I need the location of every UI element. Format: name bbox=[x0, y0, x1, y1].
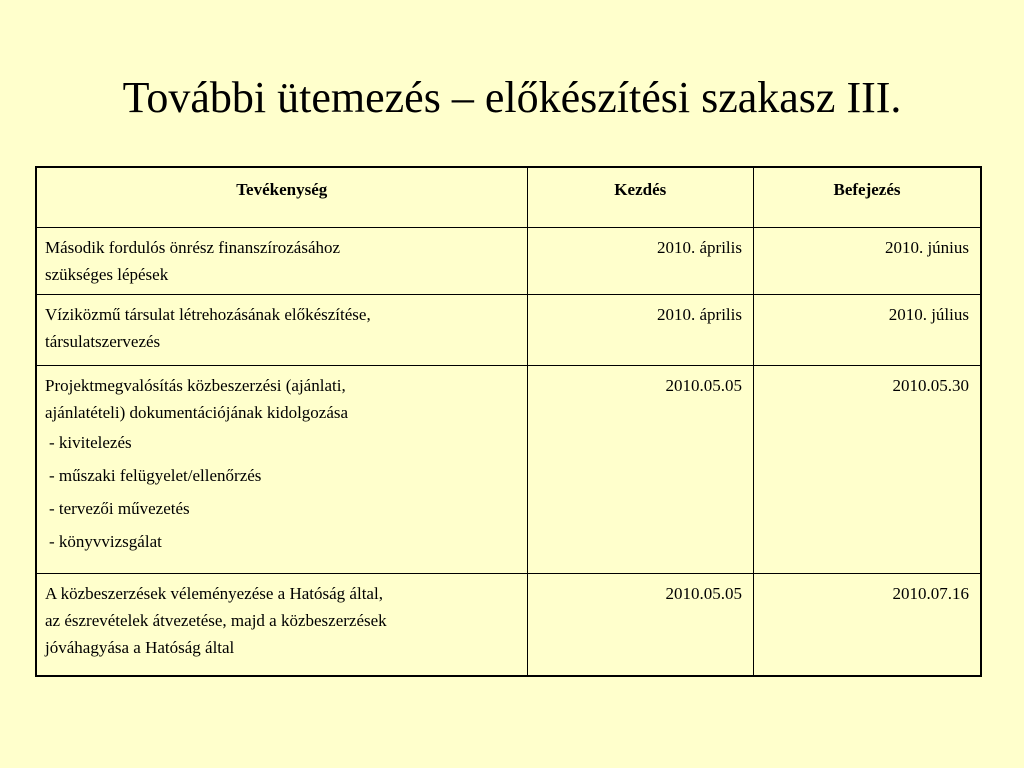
end-date-cell: 2010.05.30 bbox=[754, 365, 982, 573]
end-date-cell: 2010.07.16 bbox=[754, 573, 982, 676]
header-activity: Tevékenység bbox=[36, 167, 527, 227]
start-date-cell: 2010.05.05 bbox=[527, 573, 753, 676]
activity-text: társulatszervezés bbox=[45, 331, 161, 351]
table-row bbox=[36, 294, 981, 365]
sub-item: - kivitelezés bbox=[49, 432, 132, 452]
header-start: Kezdés bbox=[527, 167, 753, 227]
table-row bbox=[36, 573, 981, 676]
sub-item: - tervezői művezetés bbox=[49, 498, 190, 518]
activity-text: Második fordulós önrész finanszírozásához bbox=[45, 237, 341, 257]
table-row bbox=[36, 365, 981, 573]
schedule-table bbox=[35, 166, 982, 677]
activity-cell bbox=[36, 294, 527, 365]
table-header-row bbox=[36, 167, 981, 227]
slide-title: További ütemezés – előkészítési szakasz III. bbox=[122, 73, 902, 122]
activity-cell bbox=[36, 227, 527, 294]
sub-item: - könyvvizsgálat bbox=[49, 531, 162, 551]
activity-text: ajánlatételi) dokumentációjának kidolgozása bbox=[45, 402, 349, 422]
activity-text: Víziközmű társulat létrehozásának előkészítése, bbox=[45, 304, 371, 324]
sub-item: - műszaki felügyelet/ellenőrzés bbox=[49, 465, 262, 485]
start-date-cell: 2010. április bbox=[527, 227, 753, 294]
activity-text: jóváhagyása a Hatóság által bbox=[45, 637, 235, 657]
activity-text: Projektmegvalósítás közbeszerzési (ajánlati, bbox=[45, 375, 346, 395]
activity-text: szükséges lépések bbox=[45, 264, 169, 284]
activity-text: az észrevételek átvezetése, majd a közbeszerzések bbox=[45, 610, 387, 630]
header-end: Befejezés bbox=[754, 167, 982, 227]
start-date-cell: 2010.05.05 bbox=[527, 365, 753, 573]
end-date-cell: 2010. június bbox=[754, 227, 982, 294]
activity-text: A közbeszerzések véleményezése a Hatóság által, bbox=[45, 583, 383, 603]
table-row bbox=[36, 227, 981, 294]
end-date-cell: 2010. július bbox=[754, 294, 982, 365]
activity-cell bbox=[36, 573, 527, 676]
activity-cell bbox=[36, 365, 527, 573]
start-date-cell: 2010. április bbox=[527, 294, 753, 365]
